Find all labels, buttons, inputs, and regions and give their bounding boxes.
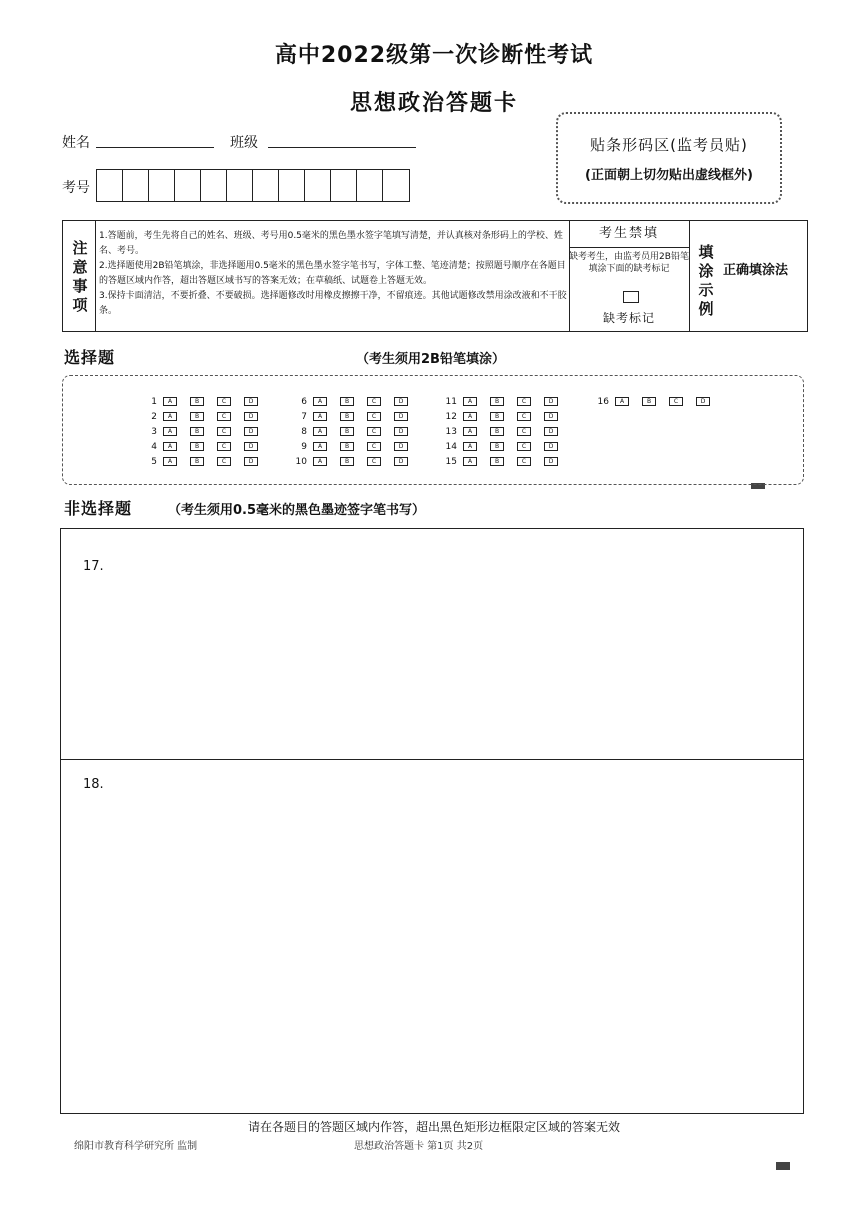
answer-bubble[interactable]: D: [544, 457, 558, 466]
answer-bubble[interactable]: C: [517, 457, 531, 466]
answer-bubble[interactable]: D: [394, 457, 408, 466]
answer-bubble[interactable]: D: [544, 397, 558, 406]
answer-bubble[interactable]: B: [340, 427, 354, 436]
notice-panel: [62, 220, 808, 332]
answer-bubble[interactable]: A: [313, 427, 327, 436]
choice-question: [435, 396, 571, 407]
question-number: 14: [445, 441, 457, 452]
answer-area: [60, 528, 804, 1114]
answer-bubble[interactable]: D: [244, 427, 258, 436]
choice-question: [135, 396, 271, 407]
barcode-area: [556, 112, 782, 204]
answer-bubble[interactable]: C: [367, 442, 381, 451]
choice-question: [435, 426, 571, 437]
notice-rules: 1.答题前，考生先将自己的姓名、班级、考号用0.5毫米的黑色墨水签字笔填写清楚，并认真核对条形码上的学校、姓名、考号。 2.选择题使用2B铅笔填涂，非选择题用0.5毫米的黑色墨水签字笔书写，字体工整、笔迹清楚；按照题号顺序在各题目的答题区域内作答，超出答题区域书写的答案无效；在草稿纸、试题卷上答题无效。 3.保持卡面清洁，不要折叠、不要破损。选择题修改时用橡皮擦擦干净，不留痕迹。其他试题修改禁用涂改液和不干胶条。: [99, 231, 567, 316]
id-label: 考号: [62, 180, 90, 196]
choice-heading: 选择题: [64, 348, 116, 367]
barcode-note: (正面朝上切勿贴出虚线框外): [585, 168, 753, 183]
question-number: 15: [445, 456, 457, 467]
answer-bubble[interactable]: A: [313, 457, 327, 466]
class-field[interactable]: [268, 131, 416, 148]
footer-page: 思想政治答题卡 第1页 共2页: [354, 1141, 484, 1152]
question-number: 7: [301, 411, 307, 422]
answer-bubble[interactable]: B: [490, 427, 504, 436]
question-number: 4: [151, 441, 157, 452]
name-label: 姓名: [62, 135, 90, 151]
answer-bubble[interactable]: B: [490, 397, 504, 406]
answer-bubble[interactable]: C: [217, 397, 231, 406]
answer-bubble[interactable]: C: [517, 397, 531, 406]
question-number: 13: [445, 426, 457, 437]
question-number: 9: [301, 441, 307, 452]
answer-bubble[interactable]: B: [490, 442, 504, 451]
question-number: 6: [301, 396, 307, 407]
answer-bubble[interactable]: B: [340, 442, 354, 451]
answer-bubble[interactable]: D: [394, 412, 408, 421]
answer-bubble[interactable]: B: [190, 427, 204, 436]
exam-header: 考生禁填: [569, 221, 689, 248]
answer-bubble[interactable]: C: [217, 412, 231, 421]
answer-bubble[interactable]: D: [244, 442, 258, 451]
answer-bubble[interactable]: D: [544, 427, 558, 436]
choice-question: [135, 441, 271, 452]
nonchoice-note: （考生须用0.5毫米的黑色墨迹签字笔书写）: [168, 503, 426, 518]
barcode-title: 贴条形码区(监考员贴): [590, 136, 748, 154]
question-number: 5: [151, 456, 157, 467]
class-label: 班级: [230, 135, 258, 151]
choice-question: [285, 441, 421, 452]
page-title: 高中2022级第一次诊断性考试: [274, 43, 594, 68]
question-number: 1: [151, 396, 157, 407]
answer-bubble[interactable]: B: [190, 442, 204, 451]
answer-bubble[interactable]: B: [190, 397, 204, 406]
choice-question: [135, 411, 271, 422]
name-field[interactable]: [96, 131, 214, 148]
answer-bubble[interactable]: D: [544, 442, 558, 451]
answer-bubble[interactable]: A: [163, 442, 177, 451]
question-number: 12: [445, 411, 457, 422]
answer-bubble[interactable]: B: [642, 397, 656, 406]
absent-mark-label: 缺考标记: [602, 311, 655, 325]
answer-bubble[interactable]: B: [340, 397, 354, 406]
answer-bubble[interactable]: A: [463, 412, 477, 421]
answer-bubble[interactable]: C: [217, 457, 231, 466]
answer-bubble[interactable]: A: [163, 397, 177, 406]
choice-question: [435, 456, 571, 467]
answer-bubble[interactable]: A: [463, 427, 477, 436]
question-18-label: 18.: [83, 777, 104, 792]
answer-bubble[interactable]: C: [517, 427, 531, 436]
nonchoice-heading: 非选择题: [64, 499, 133, 518]
answer-bubble[interactable]: C: [217, 442, 231, 451]
answer-bubble[interactable]: A: [463, 397, 477, 406]
choice-question: [435, 411, 571, 422]
answer-bubble[interactable]: C: [517, 412, 531, 421]
choice-question: [587, 396, 723, 407]
answer-bubble[interactable]: C: [367, 457, 381, 466]
choice-question: [285, 411, 421, 422]
question-number: 8: [301, 426, 307, 437]
answer-bubble[interactable]: B: [190, 457, 204, 466]
question-number: 10: [295, 456, 307, 467]
choice-note: （考生须用2B铅笔填涂）: [356, 352, 505, 367]
answer-bubble[interactable]: B: [490, 457, 504, 466]
answer-bubble[interactable]: D: [394, 427, 408, 436]
answer-bubble[interactable]: D: [394, 442, 408, 451]
absent-mark-box[interactable]: [623, 291, 639, 303]
answer-bubble[interactable]: C: [217, 427, 231, 436]
answer-bubble[interactable]: A: [163, 457, 177, 466]
answer-bubble[interactable]: A: [463, 442, 477, 451]
choice-question: [285, 426, 421, 437]
fill-example-text: 正确填涂法: [723, 263, 789, 278]
answer-bubble[interactable]: C: [367, 427, 381, 436]
answer-bubble[interactable]: A: [615, 397, 629, 406]
answer-bubble[interactable]: B: [190, 412, 204, 421]
answer-bubble[interactable]: B: [340, 457, 354, 466]
choice-question: [135, 456, 271, 467]
question-number: 11: [445, 396, 457, 407]
question-17-label: 17.: [83, 559, 104, 574]
answer-bubble[interactable]: A: [463, 457, 477, 466]
question-number: 2: [151, 411, 157, 422]
answer-bubble[interactable]: C: [669, 397, 683, 406]
answer-bubble[interactable]: D: [544, 412, 558, 421]
choice-area: [62, 375, 804, 485]
answer-bubble[interactable]: A: [163, 412, 177, 421]
answer-bubble[interactable]: C: [517, 442, 531, 451]
footer-org: 绵阳市教育科学研究所 监制: [74, 1141, 198, 1152]
fill-label: 填 涂 示 例: [698, 243, 714, 318]
answer-bubble[interactable]: A: [313, 397, 327, 406]
id-number-grid[interactable]: [96, 169, 410, 202]
question-number: 16: [597, 396, 609, 407]
notice-label: 注 意 事 项: [72, 239, 88, 314]
page-subtitle: 思想政治答题卡: [349, 91, 518, 116]
corner-mark: [776, 1162, 790, 1170]
answer-bubble[interactable]: C: [367, 412, 381, 421]
answer-bubble[interactable]: D: [244, 397, 258, 406]
choice-question: [285, 396, 421, 407]
answer-bubble[interactable]: D: [696, 397, 710, 406]
answer-bubble[interactable]: A: [163, 427, 177, 436]
question-17-answer-box[interactable]: [61, 529, 803, 759]
exam-instruction: 缺考考生，由监考员用2B铅笔填涂下面的缺考标记: [569, 252, 689, 274]
question-18-answer-box[interactable]: [61, 760, 803, 1113]
footer-warning: 请在各题目的答题区域内作答，超出黑色矩形边框限定区域的答案无效: [247, 1120, 620, 1134]
answer-bubble[interactable]: B: [340, 412, 354, 421]
choice-question: [285, 456, 421, 467]
answer-bubble[interactable]: A: [313, 442, 327, 451]
question-number: 3: [151, 426, 157, 437]
answer-bubble[interactable]: B: [490, 412, 504, 421]
choice-question: [435, 441, 571, 452]
answer-bubble[interactable]: D: [394, 397, 408, 406]
answer-bubble[interactable]: D: [244, 412, 258, 421]
answer-bubble[interactable]: C: [367, 397, 381, 406]
answer-bubble[interactable]: D: [244, 457, 258, 466]
answer-bubble[interactable]: A: [313, 412, 327, 421]
choice-question: [135, 426, 271, 437]
